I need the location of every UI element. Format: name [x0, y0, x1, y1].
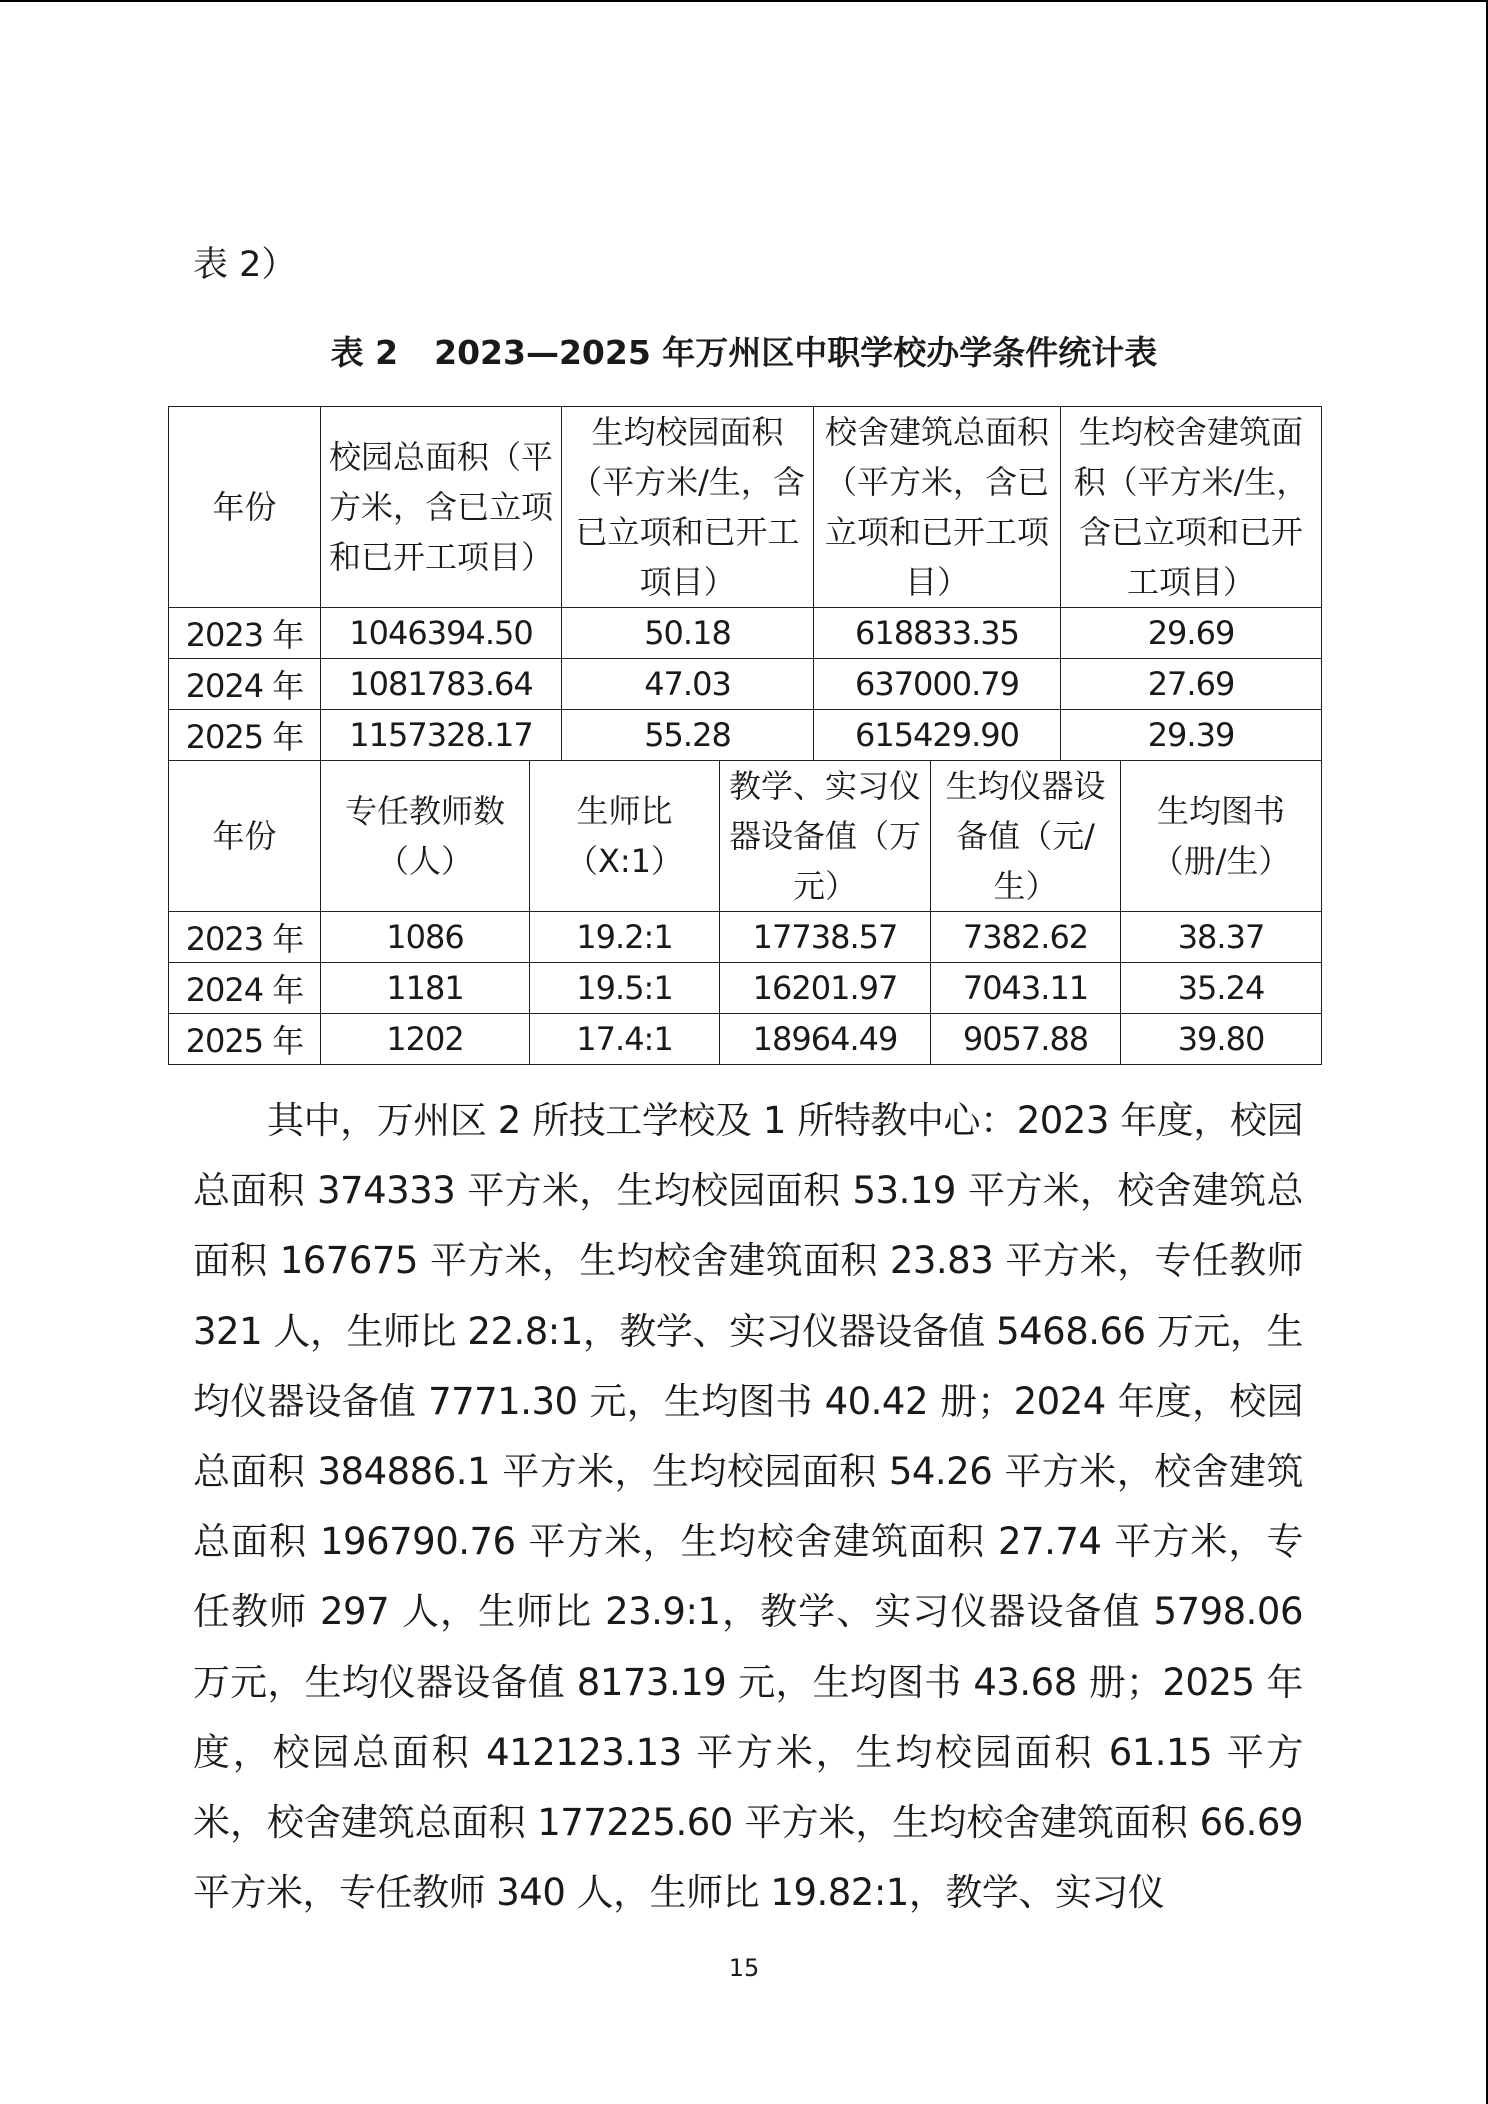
- table-row: [169, 912, 1322, 963]
- table-title-label: 表 2: [330, 333, 399, 372]
- header-cell-equipment-value: 教学、实习仪器设备值（万元）: [720, 761, 931, 912]
- page-top-border: [0, 0, 1488, 2]
- table-cell: 2023 年: [169, 608, 321, 659]
- table-cell: 39.80: [1121, 1014, 1322, 1065]
- table-cell: 50.18: [562, 608, 814, 659]
- table-cell: 2025 年: [169, 710, 321, 761]
- table-cell: 17.4:1: [530, 1014, 720, 1065]
- table-cell: 17738.57: [720, 912, 931, 963]
- table-cell: 1086: [321, 912, 530, 963]
- table-header-row: [169, 407, 1322, 608]
- header-cell-student-teacher-ratio: 生师比（X:1）: [530, 761, 720, 912]
- table-cell: 16201.97: [720, 963, 931, 1014]
- table-row: [169, 710, 1322, 761]
- table-row: [169, 608, 1322, 659]
- table-row: [169, 1014, 1322, 1065]
- header-cell-equipment-per-student: 生均仪器设备值（元/生）: [931, 761, 1121, 912]
- stats-table-staff-equipment: [168, 761, 1322, 1065]
- table-cell: 2024 年: [169, 963, 321, 1014]
- table-cell: 27.69: [1061, 659, 1322, 710]
- table-cell: 1181: [321, 963, 530, 1014]
- table-cell: 637000.79: [814, 659, 1061, 710]
- table-title: [0, 328, 1488, 378]
- table-cell: 55.28: [562, 710, 814, 761]
- body-paragraph: 其中，万州区 2 所技工学校及 1 所特教中心：2023 年度，校园总面积 374333 平方米，生均校园面积 53.19 平方米，校舍建筑总面积 167675 平方米，生均校舍建筑面积 23.83 平方米，专任教师 321 人，生师比 22.8:1，教学、实习仪器设备值 5468.66 万元，生均仪器设备值 7771.30 元，生均图书 40.42 册；2024 年度，校园总面积 384886.1 平方米，生均校园面积 54.26 平方米，校舍建筑总面积 196790.76 平方米，生均校舍建筑面积 27.74 平方米，专任教师 297 人，生师比 23.9:1，教学、实习仪器设备值 5798.06 万元，生均仪器设备值 8173.19 元，生均图书 43.68 册；2025 年度，校园总面积 412123.13 平方米，生均校园面积 61.15 平方米，校舍建筑总面积 177225.60 平方米，生均校舍建筑面积 66.69 平方米，专任教师 340 人，生师比 19.82:1，教学、实习仪: [193, 1099, 1303, 1915]
- table-cell: 19.5:1: [530, 963, 720, 1014]
- table-cell: 1157328.17: [321, 710, 562, 761]
- table-cell: 615429.90: [814, 710, 1061, 761]
- table-row: [169, 659, 1322, 710]
- header-cell-building-area-per-student: 生均校舍建筑面积（平方米/生，含已立项和已开工项目）: [1061, 407, 1322, 608]
- table-cell: 29.39: [1061, 710, 1322, 761]
- header-cell-year: 年份: [169, 407, 321, 608]
- table-cell: 18964.49: [720, 1014, 931, 1065]
- stats-table-area: [168, 406, 1322, 761]
- table-cell: 2024 年: [169, 659, 321, 710]
- table-cell: 47.03: [562, 659, 814, 710]
- header-cell-year: 年份: [169, 761, 321, 912]
- header-cell-teacher-count: 专任教师数（人）: [321, 761, 530, 912]
- table-cell: 1046394.50: [321, 608, 562, 659]
- table-title-text: 2023—2025 年万州区中职学校办学条件统计表: [434, 333, 1158, 372]
- table-row: [169, 963, 1322, 1014]
- table-cell: 19.2:1: [530, 912, 720, 963]
- table-cell: 1202: [321, 1014, 530, 1065]
- table-cell: 2025 年: [169, 1014, 321, 1065]
- table-cell: 35.24: [1121, 963, 1322, 1014]
- table-cell: 2023 年: [169, 912, 321, 963]
- lead-text: 表 2）: [193, 245, 297, 285]
- table-header-row: [169, 761, 1322, 912]
- table-cell: 38.37: [1121, 912, 1322, 963]
- header-cell-building-area: 校舍建筑总面积（平方米，含已立项和已开工项目）: [814, 407, 1061, 608]
- table-cell: 618833.35: [814, 608, 1061, 659]
- table-cell: 7043.11: [931, 963, 1121, 1014]
- table-cell: 29.69: [1061, 608, 1322, 659]
- table-cell: 1081783.64: [321, 659, 562, 710]
- header-cell-campus-area-per-student: 生均校园面积（平方米/生，含已立项和已开工项目）: [562, 407, 814, 608]
- table-cell: 7382.62: [931, 912, 1121, 963]
- header-cell-books-per-student: 生均图书（册/生）: [1121, 761, 1322, 912]
- header-cell-campus-area: 校园总面积（平方米，含已立项和已开工项目）: [321, 407, 562, 608]
- page-number: 15: [728, 1954, 760, 1982]
- table-cell: 9057.88: [931, 1014, 1121, 1065]
